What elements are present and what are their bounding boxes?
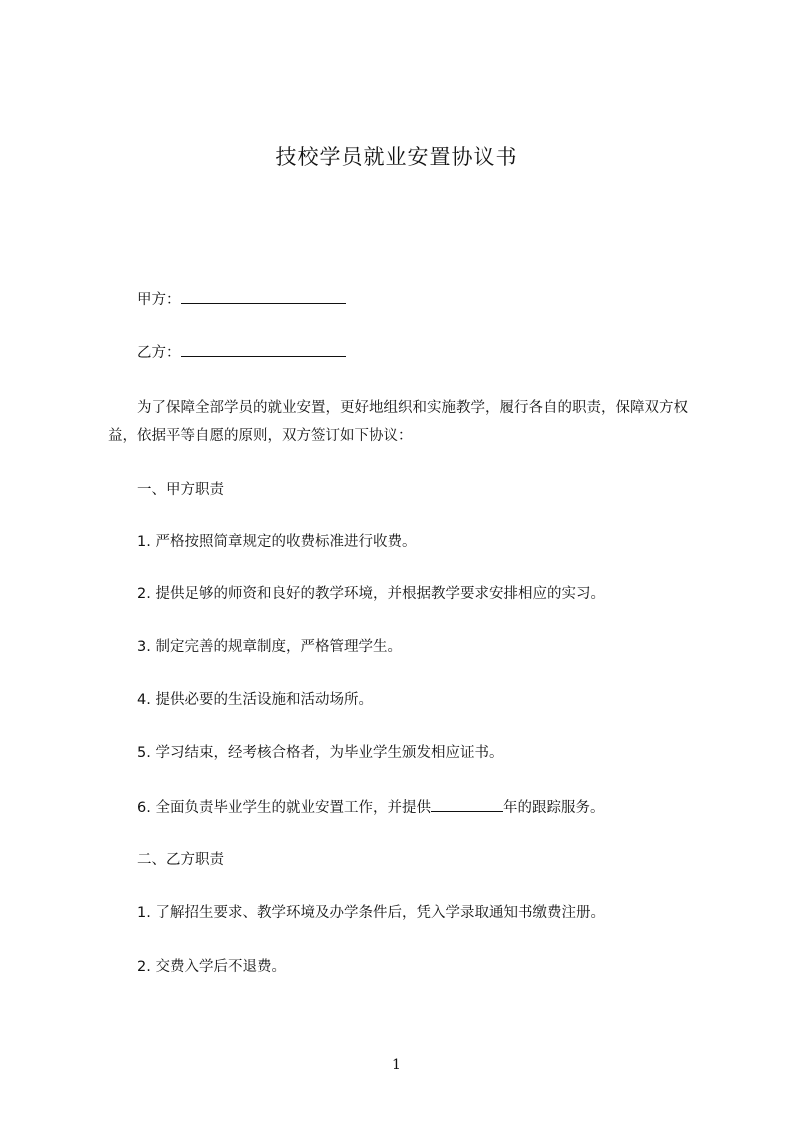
party-a-line [137,286,346,314]
document-title: 技校学员就业安置协议书 [275,145,518,169]
preamble-text: 为了保障全部学员的就业安置，更好地组织和实施教学，履行各自的职责，保障双方权益，依据平等自愿的原则，双方签订如下协议： [108,400,688,444]
item-6-text-after: 年的跟踪服务。 [502,800,605,816]
section-a-item-4: 4. 提供必要的生活设施和活动场所。 [137,692,373,708]
service-years-blank [431,794,503,812]
preamble-paragraph [108,394,688,450]
section-a-item-2: 2. 提供足够的师资和良好的教学环境，并根据教学要求安排相应的实习。 [137,586,605,602]
section-a-item-3: 3. 制定完善的规章制度，严格管理学生。 [137,639,402,655]
party-a-label: 甲方： [137,292,181,308]
section-a-heading: 一、甲方职责 [137,482,224,498]
party-b-line [137,339,346,367]
item-6-text-before: 6. 全面负责毕业学生的就业安置工作，并提供 [137,800,431,816]
page-number: 1 [392,1057,401,1073]
section-a-item-1: 1. 严格按照简章规定的收费标准进行收费。 [137,534,417,550]
section-b-heading: 二、乙方职责 [137,852,224,868]
section-a-item-5: 5. 学习结束，经考核合格者，为毕业学生颁发相应证书。 [137,745,504,761]
party-a-blank [181,286,346,304]
party-b-blank [181,339,346,357]
section-b-item-1: 1. 了解招生要求、教学环境及办学条件后，凭入学录取通知书缴费注册。 [137,905,605,921]
party-b-label: 乙方： [137,345,181,361]
section-a-item-6 [137,794,604,822]
section-b-item-2: 2. 交费入学后不退费。 [137,959,286,975]
